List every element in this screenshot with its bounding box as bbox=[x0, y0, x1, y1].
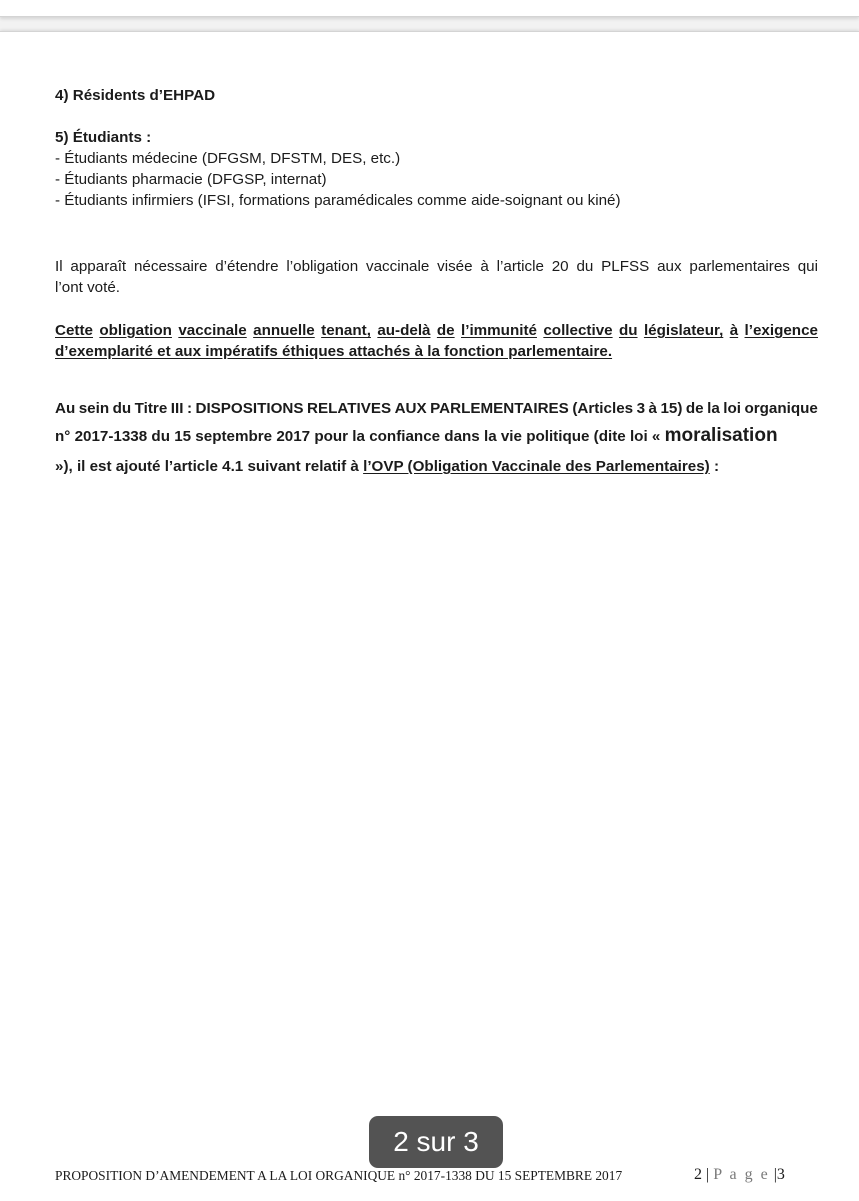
paragraph-1-line-1-word: Il bbox=[55, 258, 63, 275]
paragraph-1-line-1 bbox=[55, 256, 818, 277]
paragraph-1-line-1-word: PLFSS bbox=[601, 258, 650, 275]
paragraph-2-line-1-word: à bbox=[729, 322, 739, 339]
paragraph-2-line-1-word: législateur, bbox=[643, 322, 724, 339]
paragraph-1-line-1-word: vaccinale bbox=[365, 258, 430, 275]
paragraph-1-line-1-word: du bbox=[576, 258, 594, 275]
paragraph-1-line-1-word: apparaît bbox=[70, 258, 127, 275]
paragraph-3-line-1-word: à bbox=[648, 400, 657, 417]
paragraph-1-line-1-word: visée bbox=[437, 258, 473, 275]
paragraph-1-line-1-word: l’article bbox=[496, 258, 544, 275]
paragraph-1-line-2: l’ont voté. bbox=[55, 279, 121, 296]
paragraph-3-line-1-word: RELATIVES bbox=[307, 400, 392, 417]
paragraph-3-line-1-word: III bbox=[170, 400, 184, 417]
paragraph-1-line-1-word: 20 bbox=[551, 258, 569, 275]
paragraph-1-line-1-word: d’étendre bbox=[215, 258, 279, 275]
student-item-infirmiers: - Étudiants infirmiers (IFSI, formations paramédicales comme aide-soignant ou kiné) bbox=[55, 192, 621, 209]
student-item-pharmacie: - Étudiants pharmacie (DFGSP, internat) bbox=[55, 171, 327, 188]
paragraph-2-line-1-word: de bbox=[436, 322, 455, 339]
paragraph-3-line-1-word: la bbox=[707, 400, 720, 417]
paragraph-2-line-1-word: vaccinale bbox=[178, 322, 247, 339]
paragraph-2-line-1 bbox=[55, 320, 818, 341]
paragraph-3-line-1-word: : bbox=[186, 400, 192, 417]
paragraph-3-line-1-word: DISPOSITIONS bbox=[195, 400, 304, 417]
paragraph-1-line-1-word: aux bbox=[657, 258, 682, 275]
footer-title: PROPOSITION D’AMENDEMENT A LA LOI ORGANIQUE n° 2017-1338 DU 15 SEPTEMBRE 2017 bbox=[55, 1168, 623, 1183]
paragraph-3-line-3-end: : bbox=[709, 458, 720, 475]
footer-page-number bbox=[694, 1166, 785, 1184]
paragraph-2-line-1-word: tenant, bbox=[321, 322, 371, 339]
paragraph-3-line-1-word: Titre bbox=[134, 400, 168, 417]
paragraph-2-line-2: d’exemplarité et aux impératifs éthiques attachés à la fonction parlementaire. bbox=[55, 343, 613, 360]
paragraph-3-line-3 bbox=[55, 456, 719, 477]
paragraph-3-line-1-word: PARLEMENTAIRES bbox=[430, 400, 569, 417]
paragraph-1-line-1-word: qui bbox=[797, 258, 818, 275]
paragraph-1-line-1-word: l’obligation bbox=[286, 258, 359, 275]
footer-page-label: P a g e bbox=[713, 1166, 770, 1183]
paragraph-2-line-1-word: obligation bbox=[99, 322, 172, 339]
paragraph-3-line-1 bbox=[55, 398, 818, 419]
page-indicator-badge: 2 sur 3 bbox=[369, 1116, 503, 1168]
paragraph-3-line-3-text: »), il est ajouté l’article 4.1 suivant relatif à bbox=[55, 458, 364, 475]
previous-page-edge bbox=[0, 0, 859, 17]
paragraph-3-line-2-text: n° 2017-1338 du 15 septembre 2017 pour la confiance dans la vie politique (dite loi « bbox=[55, 428, 661, 445]
paragraph-3-line-1-word: sein bbox=[78, 400, 110, 417]
footer-page-total: 3 bbox=[776, 1166, 785, 1183]
paragraph-3-line-1-word: loi bbox=[723, 400, 741, 417]
paragraph-2-line-1-word: collective bbox=[543, 322, 613, 339]
paragraph-1-line-1-word: à bbox=[480, 258, 489, 275]
paragraph-3-line-1-word: organique bbox=[744, 400, 818, 417]
paragraph-3-line-1-word: de bbox=[685, 400, 704, 417]
paragraph-2-line-1-word: l’immunité bbox=[461, 322, 537, 339]
paragraph-2-line-1-word: du bbox=[618, 322, 638, 339]
paragraph-3-line-1-word: 15) bbox=[660, 400, 683, 417]
paragraph-3-line-1-word: AUX bbox=[394, 400, 427, 417]
footer-separator-1: | bbox=[706, 1166, 710, 1183]
paragraph-2-line-1-word: annuelle bbox=[253, 322, 315, 339]
paragraph-3-line-1-word: du bbox=[112, 400, 132, 417]
footer-separator-2: | bbox=[773, 1166, 777, 1183]
ovp-reference: l’OVP (Obligation Vaccinale des Parlementaires) bbox=[363, 458, 710, 475]
paragraph-3-line-1-word: 3 bbox=[636, 400, 646, 417]
paragraph-3-line-1-word: (Articles bbox=[572, 400, 634, 417]
paragraph-2-line-1-word: Cette bbox=[55, 322, 93, 339]
paragraph-1-line-1-word: parlementaires bbox=[689, 258, 790, 275]
student-item-medecine: - Étudiants médecine (DFGSM, DFSTM, DES, etc.) bbox=[55, 150, 401, 167]
footer-page-current: 2 bbox=[694, 1166, 702, 1183]
section-5-heading: 5) Étudiants : bbox=[55, 129, 152, 146]
moralisation-word: moralisation bbox=[664, 425, 778, 446]
paragraph-2-line-1-word: l’exigence bbox=[744, 322, 818, 339]
paragraph-3-line-2 bbox=[55, 425, 778, 447]
paragraph-3-line-1-word: Au bbox=[55, 400, 76, 417]
paragraph-1-line-1-word: nécessaire bbox=[133, 258, 208, 275]
section-4-heading: 4) Résidents d’EHPAD bbox=[55, 87, 216, 104]
paragraph-2-line-1-word: au-delà bbox=[377, 322, 431, 339]
